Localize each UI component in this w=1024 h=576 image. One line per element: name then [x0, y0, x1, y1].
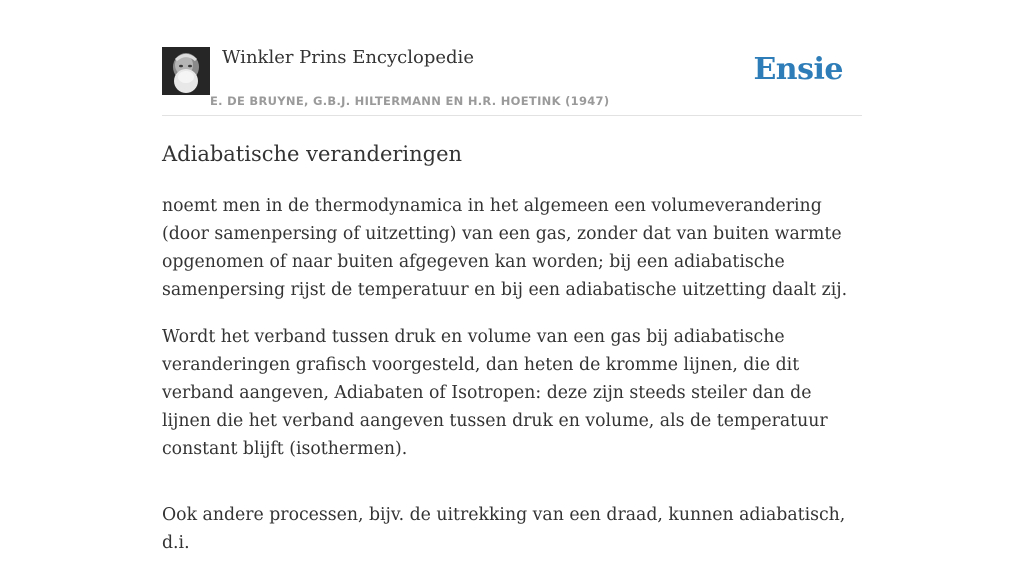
- source-title[interactable]: Winkler Prins Encyclopedie: [222, 47, 474, 68]
- article-paragraph: Ook andere processen, bijv. de uitrekking van een draad, kunnen adiabatisch, d.i.: [162, 505, 846, 553]
- article-body: [162, 192, 862, 576]
- author-avatar[interactable]: [162, 47, 210, 95]
- article-paragraph: Wordt het verband tussen druk en volume van een gas bij adiabatische veranderingen grafisch voorgesteld, dan heten de kromme lijnen, die dit verband aangeven, Adiabaten of Isotropen: deze zijn steeds steiler dan de lijnen die het verband aangeven tussen druk en volume, als de temperatuur constant blijft (isothermen).: [162, 327, 828, 459]
- brand-logo[interactable]: Ensie: [753, 52, 843, 87]
- article-paragraph: noemt men in de thermodynamica in het algemeen een volumeverandering (door samenpersing of uitzetting) van een gas, zonder dat van buiten warmte opgenomen of naar buiten afgegeven kan worden; bij een adiabatische samenpersing rijst de temperatuur en bij een adiabatische uitzetting daalt zij.: [162, 196, 848, 300]
- article-title: Adiabatische veranderingen: [162, 142, 463, 166]
- header-divider: [162, 115, 862, 116]
- page-container: [162, 0, 862, 553]
- portrait-image: [162, 47, 210, 95]
- source-authors: E. DE BRUYNE, G.B.J. HILTERMANN EN H.R. HOETINK (1947): [210, 94, 610, 108]
